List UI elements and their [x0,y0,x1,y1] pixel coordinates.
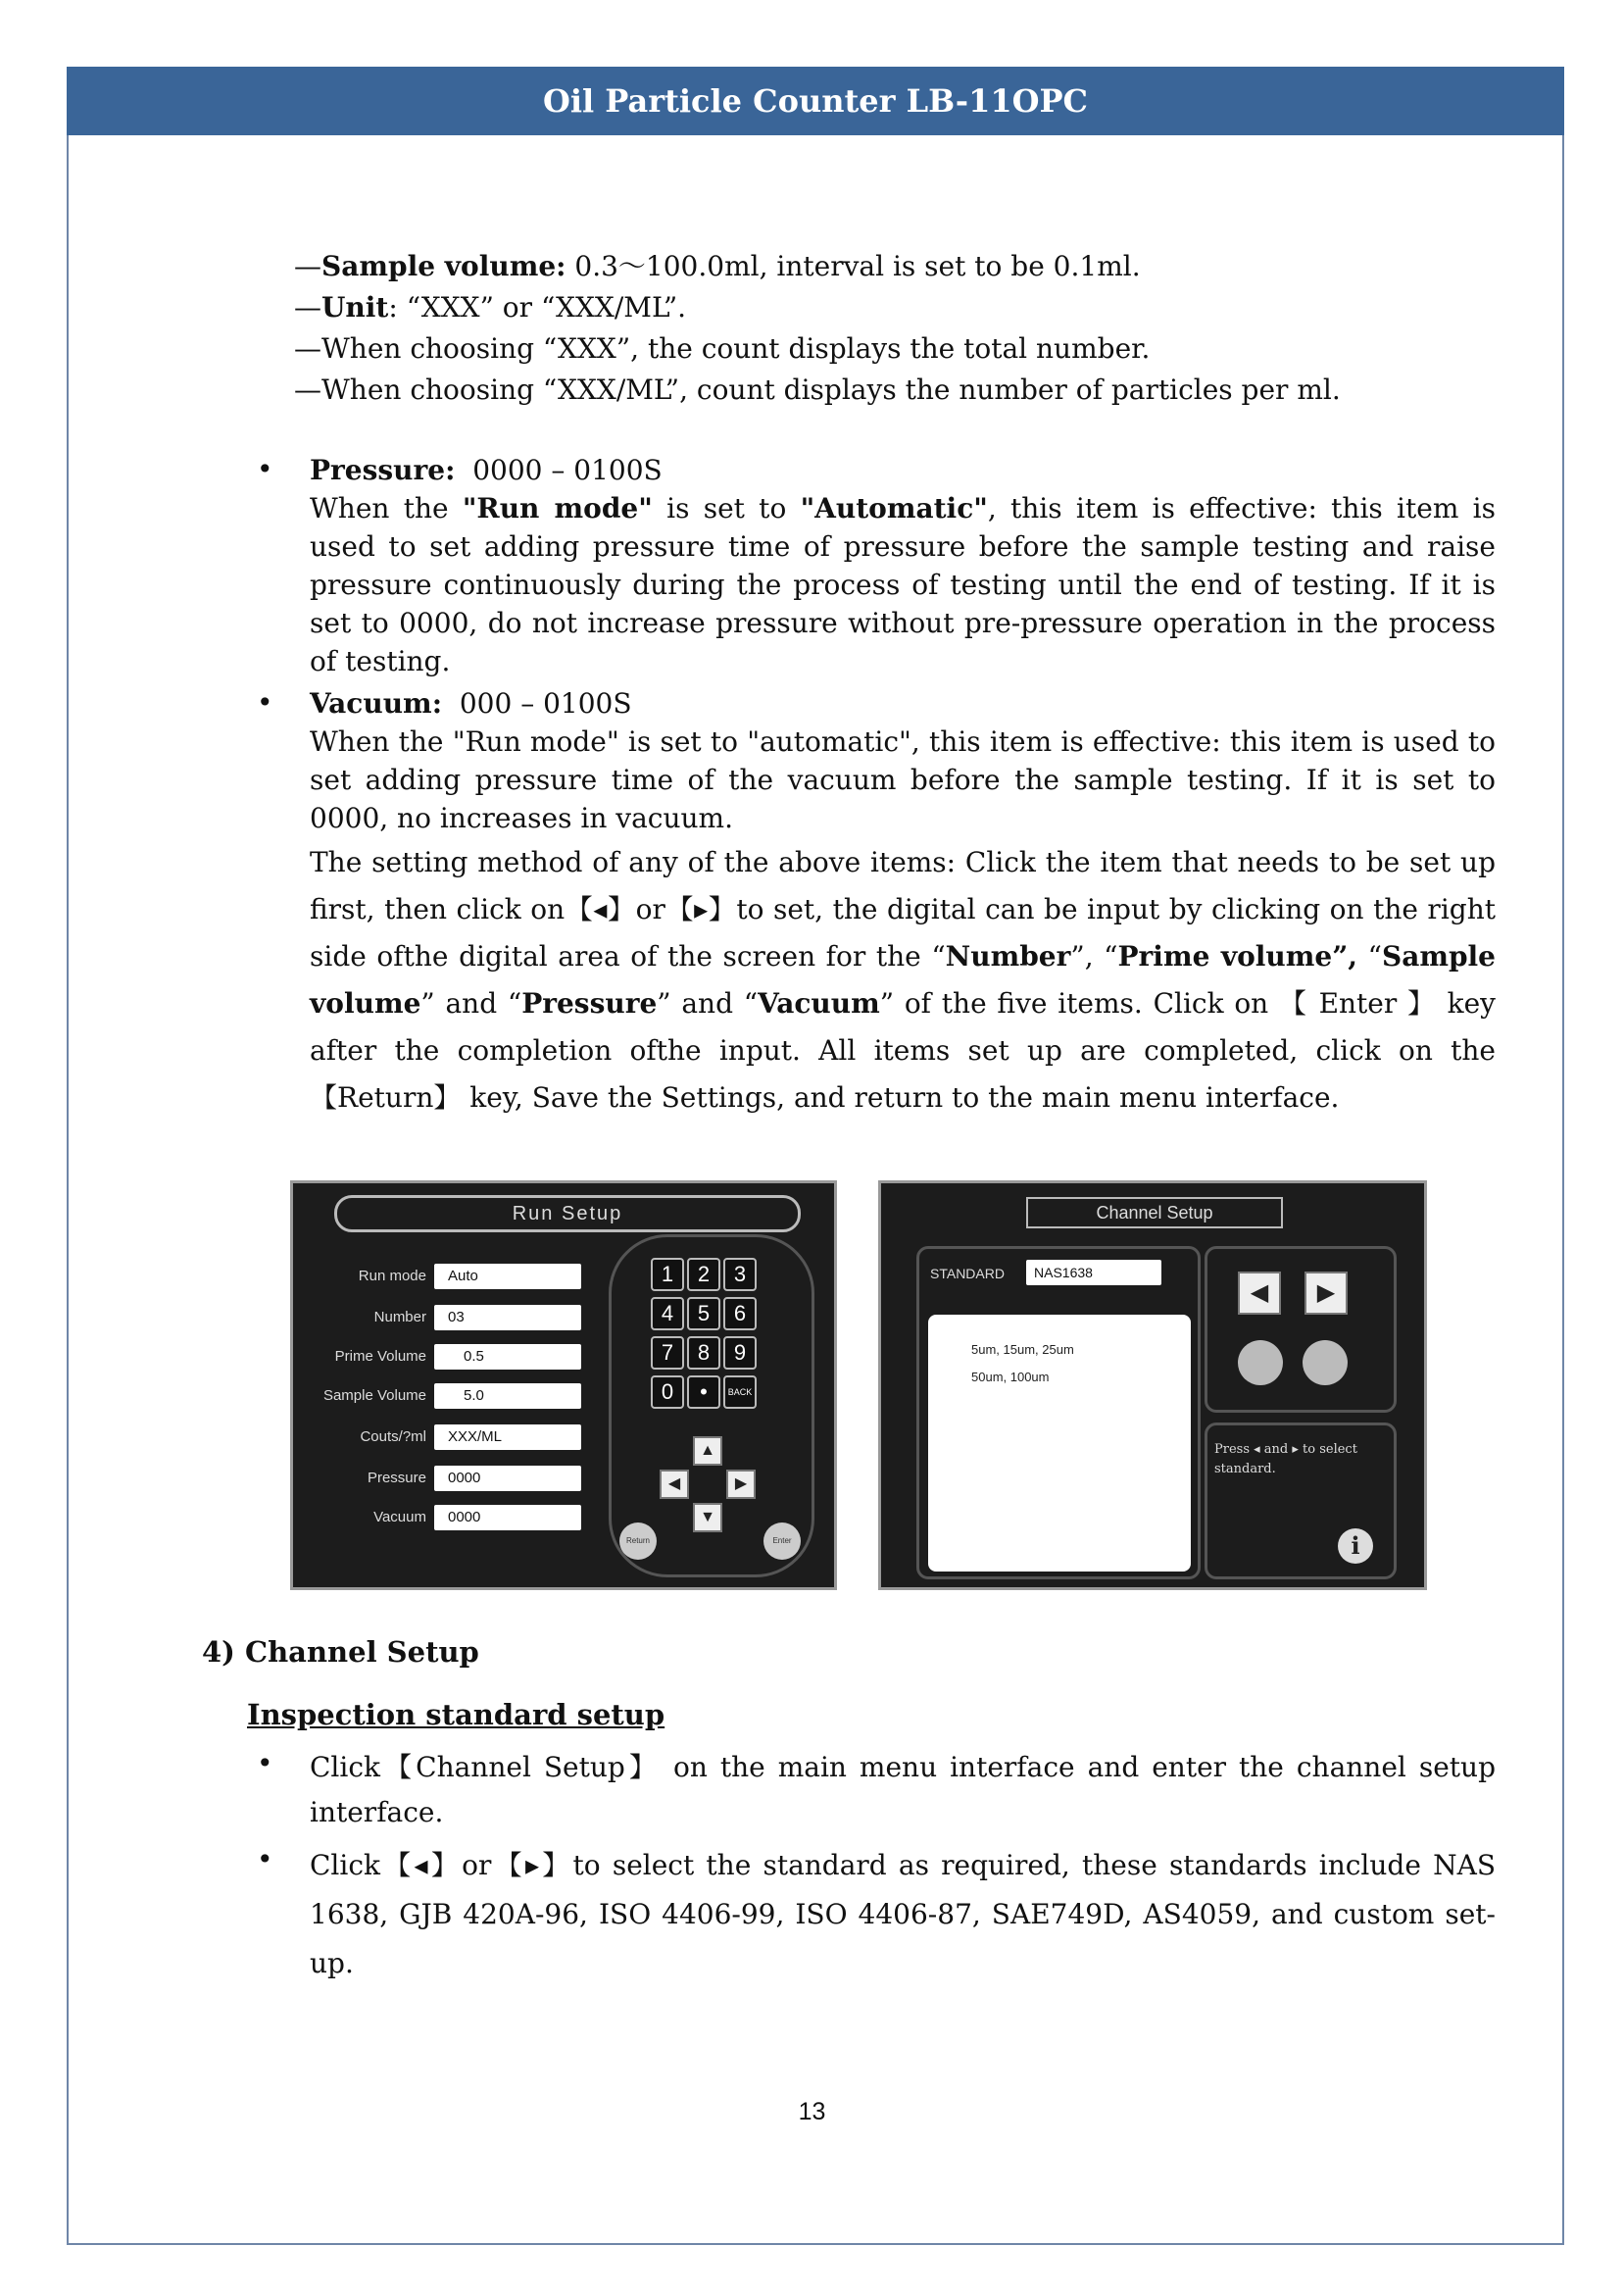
dash-line: —Unit: “XXX” or “XXX/ML”. [294,291,687,324]
info-icon[interactable]: i [1338,1528,1373,1564]
counts-label: Couts/?ml [360,1428,426,1445]
pressure-label: Pressure [367,1470,426,1486]
key-8[interactable]: 8 [687,1336,720,1370]
channel-setup-screen [878,1180,1427,1590]
round-button-left-icon[interactable] [1238,1340,1283,1385]
arrow-right-icon[interactable]: ▶ [726,1470,756,1499]
key-4[interactable]: 4 [651,1297,684,1330]
channel-list-box [928,1315,1191,1572]
return-button[interactable]: Return [619,1522,657,1560]
key-3[interactable]: 3 [723,1258,757,1291]
run-mode-label: Run mode [358,1268,426,1284]
key-2[interactable]: 2 [687,1258,720,1291]
key-1[interactable]: 1 [651,1258,684,1291]
dash-line: —Sample volume: 0.3～100.0ml, interval is set to be 0.1ml. [294,250,1141,282]
standard-label: STANDARD [930,1266,1005,1281]
bullet: • [257,686,273,719]
page-header: Oil Particle Counter LB-11OPC [67,67,1564,135]
key-7[interactable]: 7 [651,1336,684,1370]
arrow-panel [1205,1246,1397,1413]
vacuum-label: Vacuum [373,1509,426,1525]
sample-volume-label: Sample Volume [322,1387,426,1404]
round-button-right-icon[interactable] [1303,1340,1348,1385]
key-back[interactable]: BACK [723,1375,757,1409]
key-5[interactable]: 5 [687,1297,720,1330]
dash-line: —When choosing “XXX/ML”, count displays the number of particles per ml. [294,374,1341,406]
sample-volume-field[interactable]: 5.0 [434,1383,581,1409]
dash-line: —When choosing “XXX”, the count displays the total number. [294,332,1151,365]
page-number: 13 [798,2098,826,2125]
pressure-field[interactable]: 0000 [434,1466,581,1491]
run-setup-screen [290,1180,837,1590]
channel-bullet-1: Click【Channel Setup】 on the main menu interface and enter the channel setup interface. [310,1751,1496,1828]
key-0[interactable]: 0 [651,1375,684,1409]
number-field[interactable]: 03 [434,1305,581,1330]
channel-list-line: 50um, 100um [971,1370,1050,1384]
bullet: • [257,453,273,485]
vacuum-paragraph: Vacuum: 000 – 0100S When the "Run mode" is set to "automatic", this item is effective: this item is used to set adding pressure time of the vacuum before the sample testing. If it is set to 0000, no increases in vacuum. [310,687,1496,834]
prime-volume-label: Prime Volume [334,1348,426,1365]
number-label: Number [373,1309,426,1325]
previous-standard-icon[interactable]: ◀ [1238,1272,1281,1315]
section-subheading: Inspection standard setup [247,1698,665,1731]
section-heading: 4) Channel Setup [202,1635,479,1669]
hint-text: Press ◂ and ▸ to select standard. [1214,1442,1357,1476]
arrow-up-icon[interactable]: ▲ [693,1436,722,1466]
bullet: • [257,1747,273,1779]
pressure-paragraph: Pressure: 0000 – 0100S When the "Run mode" is set to "Automatic", this item is effective: this item is used to set adding pressure time of pressure before the sample testing and raise pressure continuously during the process of testing until the end of testing. If it is set to 0000, do not increase pressure without pre-pressure operation in the process of testing. [310,454,1496,677]
key-dot[interactable]: • [687,1375,720,1409]
standard-value-field[interactable]: NAS1638 [1026,1260,1161,1285]
next-standard-icon[interactable]: ▶ [1304,1272,1348,1315]
vacuum-field[interactable]: 0000 [434,1505,581,1530]
run-mode-field[interactable]: Auto [434,1264,581,1289]
channel-bullet-2: Click【◂】or【▸】to select the standard as required, these standards include NAS 1638, GJB 420A-96, ISO 4406-99, ISO 4406-87, SAE749D, AS4059, and custom set-up. [310,1849,1496,1979]
arrow-down-icon[interactable]: ▼ [693,1503,722,1532]
enter-button[interactable]: Enter [763,1522,801,1560]
channel-setup-title: Channel Setup [1026,1197,1283,1228]
channel-list-line: 5um, 15um, 25um [971,1342,1074,1357]
arrow-left-icon[interactable]: ◀ [660,1470,689,1499]
run-setup-title: Run Setup [334,1195,801,1232]
setting-method-paragraph: The setting method of any of the above items: Click the item that needs to be set up first, then click on【◂】or【▸】to set, the digital can be input by clicking on the right side ofthe digital area of the screen for the “Number”, “Prime volume”, “Sample volume” and “Pressure” and “Vacuum” of the five items. Click on 【 Enter 】 key after the completion ofthe input. All items set up are completed, click on the 【Return】 key, Save the Settings, and return to the main menu interface. [310,846,1496,1114]
key-6[interactable]: 6 [723,1297,757,1330]
counts-field[interactable]: XXX/ML [434,1424,581,1450]
bullet: • [257,1843,273,1875]
key-9[interactable]: 9 [723,1336,757,1370]
prime-volume-field[interactable]: 0.5 [434,1344,581,1370]
